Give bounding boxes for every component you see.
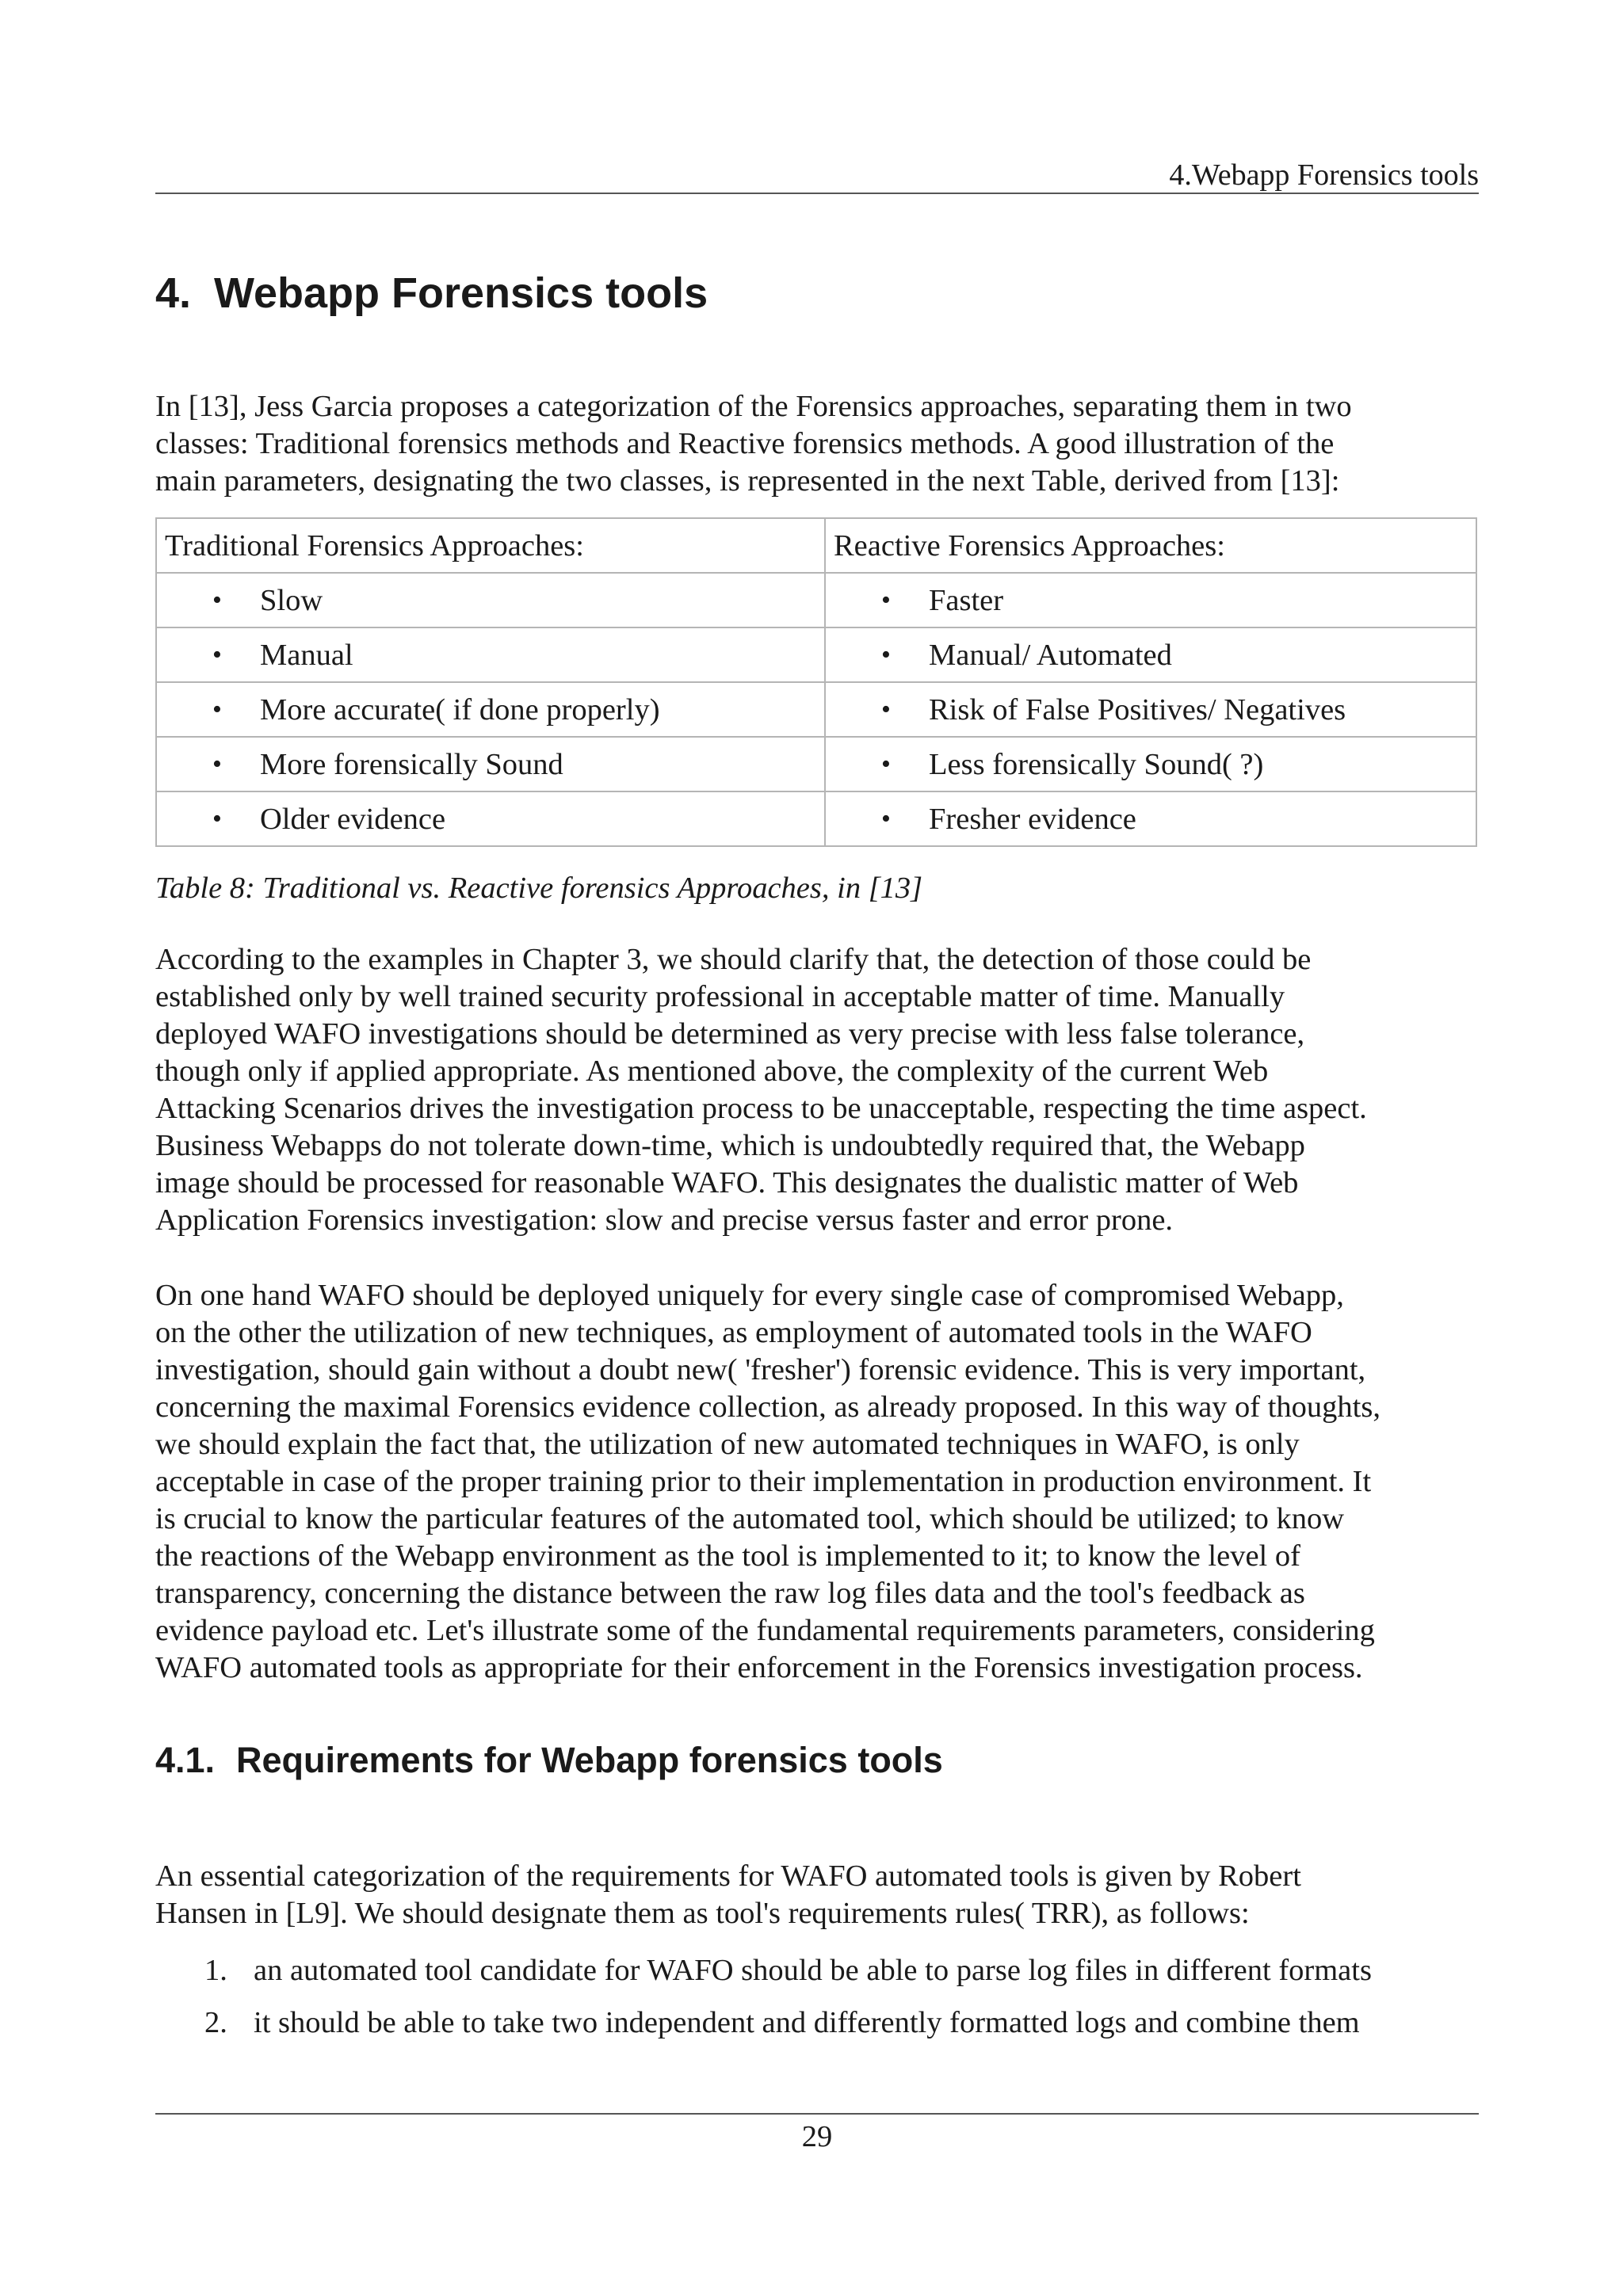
table-cell <box>156 682 825 737</box>
body-paragraph: An essential categorization of the requirements for WAFO automated tools is given by Robert Hansen in [L9]. We should designate them as tool's requirements rules( TRR), as follows: <box>155 1859 1301 1930</box>
list-item <box>204 2003 1360 2042</box>
table-header-traditional: Traditional Forensics Approaches: <box>156 518 825 573</box>
table-cell <box>156 573 825 627</box>
bullet-icon: • <box>212 585 222 615</box>
table-caption: Table 8: Traditional vs. Reactive forensics Approaches, in [13] <box>155 871 923 905</box>
table-header-reactive: Reactive Forensics Approaches: <box>825 518 1476 573</box>
table-cell <box>825 627 1476 682</box>
table-cell <box>825 573 1476 627</box>
table-row <box>156 627 1476 682</box>
table-cell <box>825 737 1476 791</box>
section-heading <box>155 265 708 321</box>
cell-text: More accurate( if done properly) <box>260 692 660 727</box>
cell-text: Faster <box>929 583 1004 617</box>
table-cell <box>825 791 1476 846</box>
page-number: 29 <box>801 2120 833 2153</box>
bullet-icon: • <box>881 585 891 615</box>
table-header-row <box>156 518 1476 573</box>
list-number: 1. <box>204 1954 227 1987</box>
section-number: 4. <box>155 269 192 317</box>
table-cell <box>156 791 825 846</box>
cell-text: Manual <box>260 638 353 672</box>
body-paragraph: On one hand WAFO should be deployed uniquely for every single case of compromised Webapp, on the other the utilization of new techniques, as employment of automated tools in the WAFO investigation, should gain without a doubt new( 'fresher') forensic evidence. This is very important, concerning the maximal Forensics evidence collection, as already proposed. In this way of thoughts, we should explain the fact that, the utilization of new automated techniques in WAFO, is only acceptable in case of the proper training prior to their implementation in production environment. It is crucial to know the particular features of the automated tool, which should be utilized; to know the reactions of the Webapp environment as the tool is implemented to it; to know the level of transparency, concerning the distance between the raw log files data and the tool's feedback as evidence payload etc. Let's illustrate some of the fundamental requirements parameters, considering WAFO automated tools as appropriate for their enforcement in the Forensics investigation process. <box>155 1279 1381 1684</box>
cell-text: Fresher evidence <box>929 802 1136 836</box>
cell-text: Less forensically Sound( ?) <box>929 747 1264 781</box>
subsection-heading <box>155 1737 943 1784</box>
list-text: it should be able to take two independent and differently formatted logs and combine them <box>254 2006 1360 2039</box>
table-row <box>156 573 1476 627</box>
footer-rule <box>155 2113 1479 2115</box>
subsection-title: Requirements for Webapp forensics tools <box>236 1740 943 1780</box>
cell-text: Older evidence <box>260 802 446 836</box>
intro-paragraph: In [13], Jess Garcia proposes a categorization of the Forensics approaches, separating them in two classes: Traditional forensics methods and Reactive forensics methods. A good illustration of the main parameters, designating the two classes, is represented in the next Table, derived from [13]: <box>155 390 1352 498</box>
running-header: 4.Webapp Forensics tools <box>1169 158 1479 192</box>
table-row <box>156 737 1476 791</box>
subsection-number: 4.1. <box>155 1740 216 1780</box>
table-row <box>156 682 1476 737</box>
bullet-icon: • <box>212 803 222 833</box>
bullet-icon: • <box>212 749 222 779</box>
section-title: Webapp Forensics tools <box>214 269 708 317</box>
cell-text: More forensically Sound <box>260 747 563 781</box>
bullet-icon: • <box>881 803 891 833</box>
list-text: an automated tool candidate for WAFO should be able to parse log files in different formats <box>254 1954 1372 1987</box>
bullet-icon: • <box>881 749 891 779</box>
list-item <box>204 1951 1372 1990</box>
body-paragraph: According to the examples in Chapter 3, we should clarify that, the detection of those could be established only by well trained security professional in acceptable matter of time. Manually deployed WAFO investigations should be determined as very precise with less false tolerance, though only if applied appropriate. As mentioned above, the complexity of the current Web Attacking Scenarios drives the investigation process to be unacceptable, respecting the time aspect. Business Webapps do not tolerate down-time, which is undoubtedly required that, the Webapp image should be processed for reasonable WAFO. This designates the dualistic matter of Web Application Forensics investigation: slow and precise versus faster and error prone. <box>155 943 1367 1237</box>
bullet-icon: • <box>881 639 891 669</box>
list-number: 2. <box>204 2006 227 2039</box>
comparison-table <box>155 517 1477 847</box>
cell-text: Risk of False Positives/ Negatives <box>929 692 1346 727</box>
header-rule <box>155 193 1479 194</box>
table-cell <box>156 737 825 791</box>
cell-text: Manual/ Automated <box>929 638 1172 672</box>
table-cell <box>156 627 825 682</box>
table-cell <box>825 682 1476 737</box>
bullet-icon: • <box>212 694 222 724</box>
table-row <box>156 791 1476 846</box>
cell-text: Slow <box>260 583 323 617</box>
bullet-icon: • <box>881 694 891 724</box>
bullet-icon: • <box>212 639 222 669</box>
